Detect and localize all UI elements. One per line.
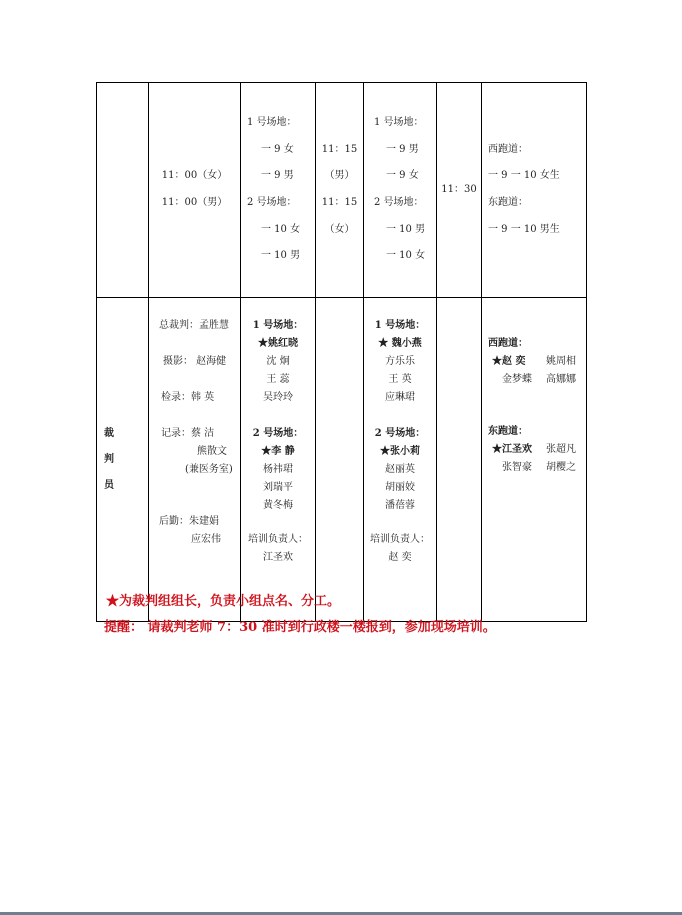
referee-name: ★ 魏小燕 bbox=[378, 338, 422, 349]
venue2-label: 2 号场地： bbox=[374, 197, 424, 208]
referee-general-cell bbox=[149, 298, 241, 622]
logistics: 后勤：朱建娟 bbox=[159, 516, 219, 527]
time-value: 11：30 bbox=[441, 183, 477, 195]
referee-name: 刘瑞平 bbox=[263, 482, 293, 493]
trainer-name: 赵 奕 bbox=[388, 552, 412, 563]
trainer-label: 培训负责人： bbox=[248, 534, 308, 545]
west-track-row: ★赵 奕 姚周相 bbox=[492, 356, 576, 367]
track-cell bbox=[482, 83, 587, 298]
referee-row-header: 裁 判 员 bbox=[97, 298, 149, 622]
referee-name: ★李 静 bbox=[261, 446, 295, 457]
trainer-label: 培训负责人： bbox=[370, 534, 430, 545]
referee-name: 王 英 bbox=[388, 374, 412, 385]
referee-name: 黄冬梅 bbox=[263, 500, 293, 511]
referee-name: 沈 炯 bbox=[266, 356, 290, 367]
venue1-label: 1 号场地： bbox=[252, 320, 304, 331]
chief-referee: 总裁判：孟胜慧 bbox=[159, 320, 229, 331]
reminder-note: 提醒： 请裁判老师 7：30 准时到行政楼一楼报到，参加现场培训。 bbox=[104, 620, 496, 635]
venue2-label: 2 号场地： bbox=[252, 428, 304, 439]
venue2-item: 一 10 女 bbox=[386, 250, 426, 262]
west-track-label: 西跑道： bbox=[488, 143, 528, 155]
time-group: （男） bbox=[324, 170, 355, 182]
venue1-item: 一 9 女 bbox=[386, 170, 419, 182]
referee-name: 胡丽姣 bbox=[385, 482, 415, 493]
venue1-label: 1 号场地： bbox=[247, 117, 297, 129]
event-schedule-row bbox=[97, 83, 587, 298]
referee-name: ★姚红晓 bbox=[258, 338, 298, 349]
row-header-empty bbox=[97, 83, 149, 298]
time-group: （女） bbox=[324, 223, 355, 235]
referee-venue-cell-1 bbox=[241, 298, 316, 622]
time-value: 11：15 bbox=[321, 197, 358, 208]
venue1-label: 1 号场地： bbox=[374, 320, 426, 331]
referee-empty-cell bbox=[316, 298, 364, 622]
schedule-table bbox=[96, 82, 587, 622]
venue1-item: 一 9 男 bbox=[386, 143, 419, 155]
time-men: 11：00（男） bbox=[161, 197, 228, 208]
west-track-item: 一 9 一 10 女生 bbox=[488, 170, 560, 182]
time-value: 11：15 bbox=[321, 143, 358, 155]
referee-name: 吴玲玲 bbox=[263, 392, 293, 403]
time-cell-1 bbox=[149, 83, 241, 298]
west-track-label: 西跑道： bbox=[488, 338, 528, 349]
referee-row bbox=[97, 298, 587, 622]
time-cell-3 bbox=[437, 83, 482, 298]
recorder-3: (兼医务室) bbox=[185, 464, 233, 475]
venue1-item: 一 9 女 bbox=[261, 143, 294, 155]
venue2-item: 一 10 男 bbox=[261, 250, 301, 262]
recorder: 记录：蔡 洁 bbox=[161, 428, 215, 439]
time-cell-2 bbox=[316, 83, 364, 298]
referee-track-cell bbox=[482, 298, 587, 622]
east-track-row: ★江圣欢 张超凡 bbox=[492, 444, 576, 455]
east-track-row: 张智豪 胡樱之 bbox=[502, 462, 576, 473]
venue-cell-1 bbox=[241, 83, 316, 298]
photographer: 摄影： 赵海健 bbox=[163, 356, 227, 367]
referee-name: 赵丽英 bbox=[385, 464, 415, 475]
venue2-item: 一 10 男 bbox=[386, 223, 426, 235]
venue2-label: 2 号场地： bbox=[374, 428, 426, 439]
leader-note: ★为裁判组组长，负责小组点名、分工。 bbox=[106, 594, 341, 609]
east-track-item: 一 9 一 10 男生 bbox=[488, 223, 560, 235]
referee-name: 杨祎珺 bbox=[263, 464, 293, 475]
trainer-name: 江圣欢 bbox=[263, 552, 293, 563]
referee-name: ★张小莉 bbox=[380, 446, 420, 457]
referee-empty-cell bbox=[437, 298, 482, 622]
east-track-label: 东跑道： bbox=[488, 197, 528, 208]
venue1-item: 一 9 男 bbox=[261, 170, 294, 182]
venue-cell-2 bbox=[364, 83, 437, 298]
east-track-label: 东跑道： bbox=[488, 426, 528, 437]
referee-name: 王 蕊 bbox=[266, 374, 290, 385]
venue1-label: 1 号场地： bbox=[374, 117, 424, 129]
check-in: 检录：韩 英 bbox=[161, 392, 215, 403]
referee-name: 潘蓓蓉 bbox=[385, 500, 415, 511]
referee-venue-cell-2 bbox=[364, 298, 437, 622]
west-track-row: 金梦蝶 高娜娜 bbox=[502, 374, 576, 385]
venue2-item: 一 10 女 bbox=[261, 223, 301, 235]
referee-name: 方乐乐 bbox=[385, 356, 415, 367]
recorder-2: 熊散文 bbox=[197, 446, 227, 457]
logistics-2: 应宏伟 bbox=[191, 534, 221, 545]
venue2-label: 2 号场地： bbox=[247, 197, 297, 208]
time-women: 11：00（女） bbox=[161, 170, 228, 182]
referee-name: 应琳珺 bbox=[385, 392, 415, 403]
